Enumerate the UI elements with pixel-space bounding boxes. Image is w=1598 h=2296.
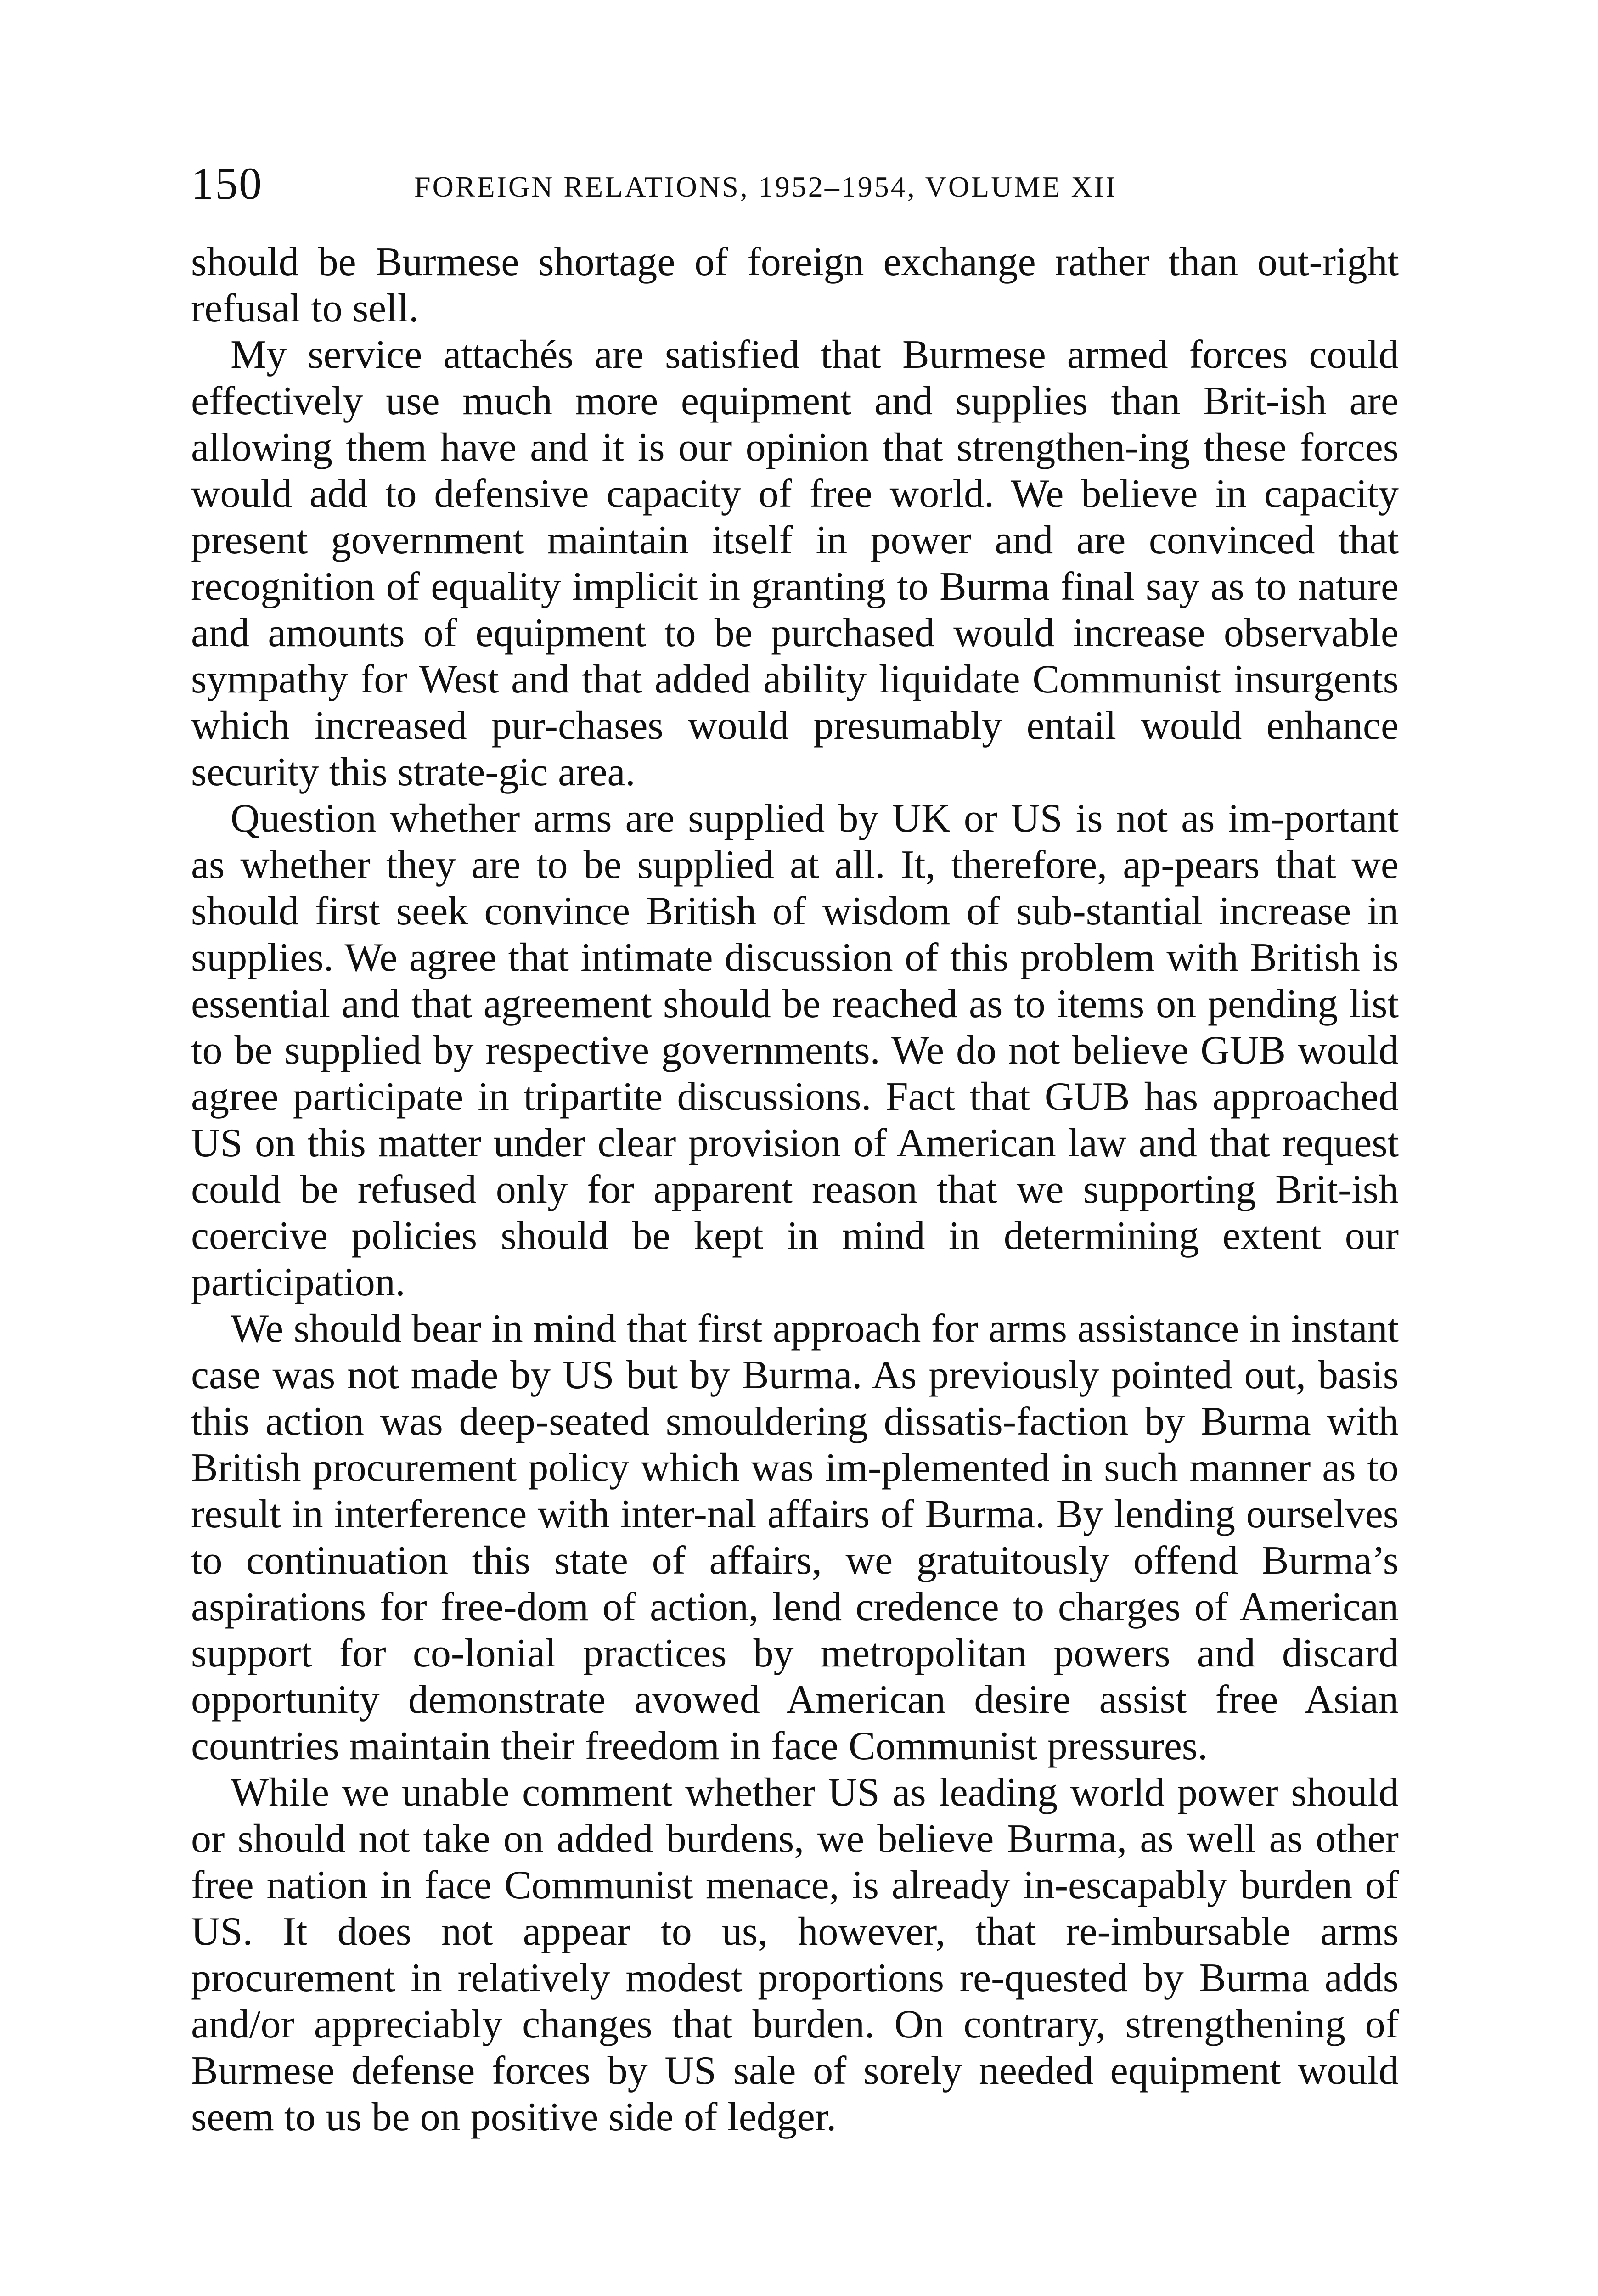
paragraph-arms-supply-question: Question whether arms are supplied by UK or US is not as im-portant as whether they are to be supplied at all. It, therefore, ap-pears that we should first seek convince British of wisdom of sub-stantial increase in supplies. We agree that intimate discussion of this problem with British is essential and that agreement should be reached as to items on pending list to be supplied by respective governments. We do not believe GUB would agree participate in tripartite discussions. Fact that GUB has approached US on this matter under clear provision of American law and that request could be refused only for apparent reason that we supporting Brit-ish coercive policies should be kept in mind in determining extent our participation.: [191, 796, 1399, 1305]
body-text: [191, 239, 1399, 2140]
running-head: [191, 156, 1408, 220]
page-number: 150: [191, 158, 263, 209]
paragraph-first-approach: We should bear in mind that first approach for arms assistance in instant case was not made by US but by Burma. As previously pointed out, basis this action was deep-seated smouldering dissatis-faction by Burma with British procurement policy which was im-plemented in such manner as to result in interference with inter-nal affairs of Burma. By lending ourselves to continuation this state of affairs, we gratuitously offend Burma’s aspirations for free-dom of action, lend credence to charges of American support for co-lonial practices by metropolitan powers and discard opportunity demonstrate avowed American desire assist free Asian countries maintain their freedom in face Communist pressures.: [191, 1306, 1399, 1768]
paragraph-burdens: While we unable comment whether US as leading world power should or should not take on added burdens, we believe Burma, as well as other free nation in face Communist menace, is already in-escapably burden of US. It does not appear to us, however, that re-imbursable arms procurement in relatively modest proportions re-quested by Burma adds and/or appreciably changes that burden. On contrary, strengthening of Burmese defense forces by US sale of sorely needed equipment would seem to us be on positive side of ledger.: [191, 1770, 1399, 2139]
running-title: FOREIGN RELATIONS, 1952–1954, VOLUME XII: [414, 170, 1118, 203]
paragraph-continuation: should be Burmese shortage of foreign exchange rather than out-right refusal to sell.: [191, 240, 1399, 331]
paragraph-attaches: My service attachés are satisfied that Burmese armed forces could effectively use much more equipment and supplies than Brit-ish are allowing them have and it is our opinion that strengthen-ing these forces would add to defensive capacity of free world. We believe in capacity present government maintain itself in power and are convinced that recognition of equality implicit in granting to Burma final say as to nature and amounts of equipment to be purchased would increase observable sympathy for West and that added ability liquidate Communist insurgents which increased pur-chases would presumably entail would enhance security this strate-gic area.: [191, 332, 1399, 794]
